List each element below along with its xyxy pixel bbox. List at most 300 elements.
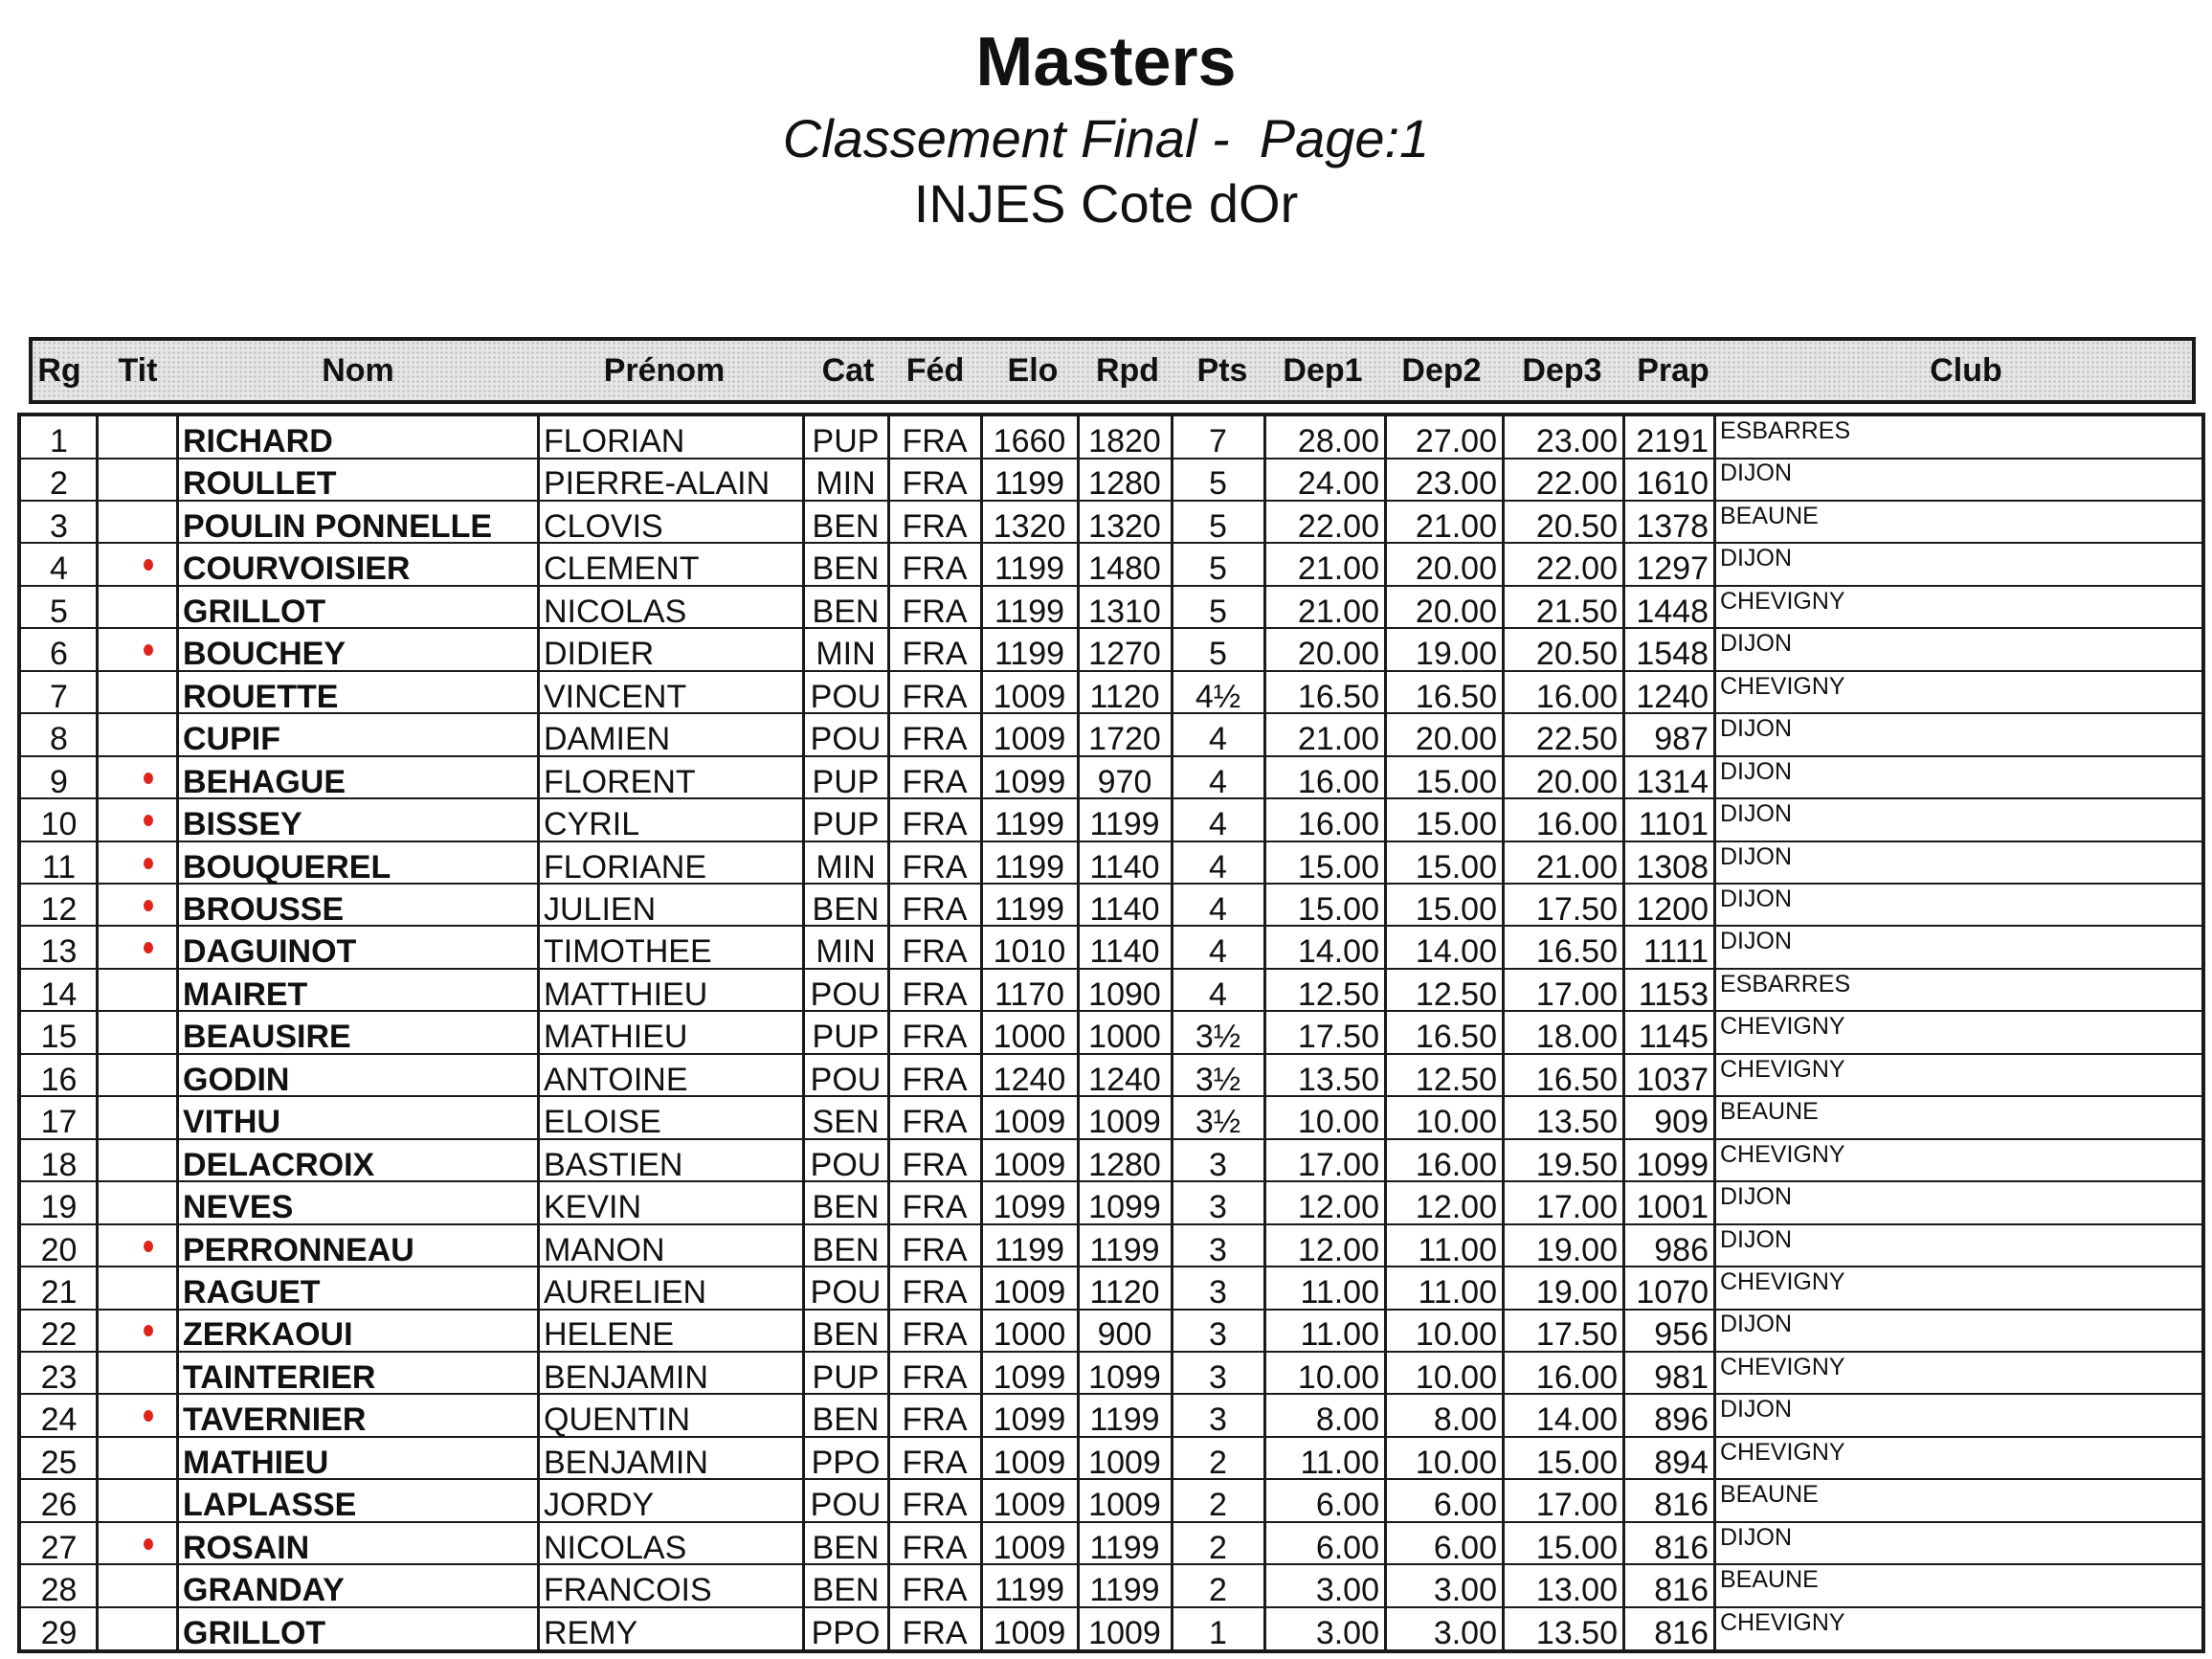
title-mark-icon — [144, 559, 153, 571]
cell-prap: 987 — [1654, 721, 1709, 757]
cell-rpd: 1009 — [1088, 1487, 1161, 1523]
cell-pts: 3½ — [1195, 1061, 1241, 1097]
cell-elo: 1199 — [994, 636, 1065, 672]
cell-club: DIJON — [1720, 630, 1792, 658]
cell-club: DIJON — [1720, 885, 1792, 912]
table-row — [21, 1012, 2201, 1055]
cell-rg: 14 — [40, 975, 78, 1012]
cell-prenom: NICOLAS — [544, 593, 687, 629]
cell-elo: 1199 — [994, 465, 1065, 502]
event-name: INJES Cote dOr — [913, 173, 1299, 234]
cell-club: CHEVIGNY — [1720, 1353, 1845, 1380]
cell-rpd: 970 — [1097, 763, 1152, 799]
cell-prenom: BENJAMIN — [544, 1444, 708, 1480]
cell-rpd: 1140 — [1089, 933, 1160, 970]
title-mark-icon — [144, 1325, 153, 1336]
cell-rpd: 1280 — [1088, 1146, 1161, 1182]
cell-rg: 21 — [40, 1274, 78, 1310]
cell-fed: FRA — [902, 721, 968, 757]
table-row — [21, 416, 2201, 460]
cell-dep3: 22.00 — [1535, 465, 1618, 502]
table-row — [21, 1097, 2201, 1140]
cell-prenom: MANON — [544, 1231, 665, 1267]
cell-dep1: 6.00 — [1315, 1529, 1379, 1565]
cell-prap: 816 — [1654, 1529, 1709, 1565]
cell-cat: MIN — [816, 636, 876, 672]
cell-club: CHEVIGNY — [1720, 1608, 1845, 1636]
table-row — [21, 1480, 2201, 1523]
cell-dep1: 13.50 — [1297, 1061, 1379, 1097]
cell-cat: MIN — [816, 933, 876, 970]
cell-dep3: 20.00 — [1535, 763, 1618, 799]
cell-club: DIJON — [1720, 757, 1792, 785]
cell-prenom: REMY — [544, 1614, 638, 1650]
cell-prenom: DIDIER — [544, 636, 655, 672]
cell-fed: FRA — [902, 1189, 968, 1225]
cell-dep1: 28.00 — [1297, 423, 1379, 459]
title-mark-icon — [144, 644, 153, 656]
cell-cat: PUP — [812, 423, 880, 459]
cell-fed: FRA — [902, 848, 968, 885]
cell-rpd: 1000 — [1088, 1019, 1161, 1055]
cell-club: CHEVIGNY — [1720, 587, 1845, 615]
title-mark-icon — [144, 1241, 153, 1252]
cell-dep3: 22.50 — [1535, 721, 1618, 757]
cell-fed: FRA — [902, 678, 968, 714]
cell-nom: GRILLOT — [183, 1614, 326, 1650]
cell-prenom: FLORIAN — [544, 423, 685, 459]
cell-dep3: 17.00 — [1535, 1189, 1618, 1225]
cell-dep3: 17.50 — [1535, 1316, 1618, 1353]
cell-dep2: 16.00 — [1415, 1146, 1497, 1182]
cell-dep1: 14.00 — [1297, 933, 1379, 970]
cell-cat: BEN — [812, 1316, 880, 1353]
cell-fed: FRA — [902, 550, 968, 587]
table-row — [21, 1565, 2201, 1608]
cell-pts: 3 — [1209, 1316, 1227, 1353]
cell-dep3: 13.50 — [1535, 1614, 1618, 1650]
cell-pts: 5 — [1209, 507, 1227, 544]
cell-prenom: JULIEN — [544, 890, 657, 927]
cell-dep3: 13.50 — [1535, 1104, 1618, 1140]
cell-elo: 1240 — [993, 1061, 1066, 1097]
cell-pts: 3½ — [1195, 1019, 1241, 1055]
cell-dep3: 22.00 — [1535, 550, 1618, 587]
cell-rpd: 1199 — [1089, 1401, 1160, 1438]
cell-dep3: 23.00 — [1535, 423, 1618, 459]
cell-cat: BEN — [812, 550, 880, 587]
cell-pts: 2 — [1209, 1572, 1227, 1608]
cell-rg: 7 — [50, 678, 68, 714]
cell-fed: FRA — [902, 933, 968, 970]
cell-cat: POU — [810, 1487, 882, 1523]
cell-dep3: 17.00 — [1535, 975, 1618, 1012]
cell-club: BEAUNE — [1720, 502, 1819, 529]
cell-nom: ROSAIN — [183, 1529, 310, 1565]
cell-prenom: QUENTIN — [544, 1401, 690, 1438]
cell-rpd: 900 — [1097, 1316, 1152, 1353]
cell-rg: 18 — [40, 1146, 78, 1182]
table-row — [21, 459, 2201, 502]
cell-dep1: 12.00 — [1297, 1189, 1379, 1225]
cell-nom: MATHIEU — [183, 1444, 329, 1480]
cell-fed: FRA — [902, 1614, 968, 1650]
cell-dep1: 12.50 — [1297, 975, 1379, 1012]
table-row — [21, 757, 2201, 800]
cell-prap: 1548 — [1636, 636, 1709, 672]
cell-elo: 1199 — [994, 848, 1065, 885]
cell-club: BEAUNE — [1720, 1098, 1819, 1126]
cell-elo: 1009 — [993, 1274, 1066, 1310]
cell-dep2: 10.00 — [1415, 1358, 1497, 1395]
cell-pts: 2 — [1209, 1529, 1227, 1565]
cell-dep1: 17.50 — [1297, 1019, 1379, 1055]
table-header — [29, 337, 2196, 404]
cell-pts: 3 — [1209, 1358, 1227, 1395]
cell-nom: ROULLET — [183, 465, 337, 502]
cell-elo: 1000 — [993, 1019, 1066, 1055]
cell-fed: FRA — [902, 1572, 968, 1608]
cell-pts: 4 — [1209, 890, 1227, 927]
cell-prap: 816 — [1654, 1614, 1709, 1650]
table-row — [21, 1608, 2201, 1651]
cell-prenom: FRANCOIS — [544, 1572, 712, 1608]
column-header-prap: Prap — [1637, 352, 1709, 389]
cell-cat: PUP — [812, 806, 880, 842]
cell-nom: GRILLOT — [183, 593, 326, 629]
cell-club: DIJON — [1720, 1311, 1792, 1338]
cell-prap: 2191 — [1636, 423, 1709, 459]
cell-dep2: 20.00 — [1415, 593, 1497, 629]
cell-dep1: 11.00 — [1300, 1316, 1379, 1353]
cell-elo: 1099 — [993, 1401, 1066, 1438]
cell-dep2: 6.00 — [1433, 1487, 1497, 1523]
cell-dep1: 16.00 — [1297, 806, 1379, 842]
cell-dep3: 17.00 — [1535, 1487, 1618, 1523]
cell-elo: 1099 — [993, 1358, 1066, 1395]
cell-nom: BROUSSE — [183, 890, 345, 927]
cell-club: DIJON — [1720, 715, 1792, 743]
cell-pts: 4 — [1209, 721, 1227, 757]
cell-pts: 5 — [1209, 550, 1227, 587]
cell-nom: BEAUSIRE — [183, 1019, 351, 1055]
cell-nom: PERRONNEAU — [183, 1231, 414, 1267]
cell-prap: 986 — [1654, 1231, 1709, 1267]
cell-club: CHEVIGNY — [1720, 1013, 1845, 1041]
cell-dep1: 11.00 — [1300, 1444, 1379, 1480]
cell-nom: LAPLASSE — [183, 1487, 357, 1523]
table-row — [21, 1055, 2201, 1098]
cell-rpd: 1009 — [1088, 1614, 1161, 1650]
cell-rg: 28 — [40, 1572, 78, 1608]
cell-nom: BISSEY — [183, 806, 302, 842]
cell-rg: 6 — [50, 636, 68, 672]
cell-fed: FRA — [902, 1274, 968, 1310]
cell-cat: SEN — [812, 1104, 880, 1140]
cell-rg: 4 — [50, 550, 68, 587]
cell-rpd: 1009 — [1088, 1444, 1161, 1480]
cell-dep2: 19.00 — [1415, 636, 1497, 672]
cell-cat: PUP — [812, 763, 880, 799]
table-row — [21, 587, 2201, 630]
cell-elo: 1199 — [994, 806, 1065, 842]
cell-dep2: 10.00 — [1415, 1104, 1497, 1140]
cell-elo: 1170 — [994, 975, 1065, 1012]
column-header-rpd: Rpd — [1095, 352, 1160, 389]
cell-dep3: 16.00 — [1535, 806, 1618, 842]
column-header-pts: Pts — [1196, 352, 1248, 389]
title-mark-icon — [144, 773, 153, 784]
cell-dep2: 11.00 — [1418, 1274, 1497, 1310]
cell-dep1: 12.00 — [1297, 1231, 1379, 1267]
cell-prenom: JORDY — [544, 1487, 655, 1523]
cell-club: CHEVIGNY — [1720, 1438, 1845, 1466]
cell-dep2: 27.00 — [1415, 423, 1497, 459]
cell-dep1: 10.00 — [1297, 1104, 1379, 1140]
cell-prap: 894 — [1654, 1444, 1709, 1480]
cell-rpd: 1199 — [1089, 806, 1160, 842]
cell-rpd: 1199 — [1089, 1529, 1160, 1565]
cell-club: DIJON — [1720, 1523, 1792, 1551]
cell-nom: ROUETTE — [183, 678, 339, 714]
cell-rg: 9 — [50, 763, 68, 799]
table-row — [21, 672, 2201, 715]
table-row — [21, 1395, 2201, 1438]
cell-rg: 24 — [40, 1401, 78, 1438]
column-header-rg: Rg — [37, 352, 81, 389]
cell-dep3: 16.50 — [1535, 1061, 1618, 1097]
column-header-cat: Cat — [821, 352, 875, 389]
cell-dep1: 3.00 — [1315, 1572, 1379, 1608]
table-row — [21, 1353, 2201, 1396]
cell-prap: 1111 — [1642, 933, 1709, 970]
cell-dep1: 3.00 — [1315, 1614, 1379, 1650]
cell-dep2: 10.00 — [1415, 1444, 1497, 1480]
cell-nom: BEHAGUE — [183, 763, 346, 799]
cell-dep1: 17.00 — [1297, 1146, 1379, 1182]
column-header-dep2: Dep2 — [1401, 352, 1482, 389]
cell-rpd: 1099 — [1088, 1358, 1161, 1395]
cell-cat: POU — [810, 721, 882, 757]
cell-dep2: 21.00 — [1415, 507, 1497, 544]
table-row — [21, 1182, 2201, 1225]
cell-dep2: 6.00 — [1433, 1529, 1497, 1565]
cell-rg: 19 — [40, 1189, 78, 1225]
cell-fed: FRA — [902, 1529, 968, 1565]
cell-dep2: 23.00 — [1415, 465, 1497, 502]
cell-dep3: 16.00 — [1535, 1358, 1618, 1395]
cell-rpd: 1009 — [1088, 1104, 1161, 1140]
cell-elo: 1000 — [993, 1316, 1066, 1353]
cell-dep2: 20.00 — [1415, 721, 1497, 757]
cell-cat: POU — [810, 1274, 882, 1310]
cell-dep1: 21.00 — [1297, 721, 1379, 757]
cell-dep1: 22.00 — [1297, 507, 1379, 544]
cell-dep2: 8.00 — [1433, 1401, 1497, 1438]
title-mark-icon — [144, 1538, 153, 1550]
cell-fed: FRA — [902, 1316, 968, 1353]
cell-dep1: 11.00 — [1300, 1274, 1379, 1310]
cell-dep3: 17.50 — [1535, 890, 1618, 927]
cell-club: DIJON — [1720, 800, 1792, 828]
cell-rg: 23 — [40, 1358, 78, 1395]
cell-elo: 1009 — [993, 1146, 1066, 1182]
table-row — [21, 714, 2201, 757]
cell-prap: 1099 — [1636, 1146, 1709, 1182]
cell-fed: FRA — [902, 507, 968, 544]
cell-dep3: 18.00 — [1535, 1019, 1618, 1055]
cell-rpd: 1090 — [1088, 975, 1161, 1012]
cell-cat: POU — [810, 1061, 882, 1097]
cell-rpd: 1820 — [1088, 423, 1161, 459]
cell-fed: FRA — [902, 975, 968, 1012]
cell-cat: POU — [810, 975, 882, 1012]
cell-fed: FRA — [902, 1146, 968, 1182]
cell-dep2: 10.00 — [1415, 1316, 1497, 1353]
cell-dep3: 19.50 — [1535, 1146, 1618, 1182]
cell-cat: MIN — [816, 465, 876, 502]
cell-prenom: ANTOINE — [544, 1061, 688, 1097]
cell-fed: FRA — [902, 763, 968, 799]
cell-dep2: 12.00 — [1415, 1189, 1497, 1225]
cell-rg: 1 — [50, 423, 68, 459]
cell-pts: 4 — [1209, 806, 1227, 842]
cell-elo: 1009 — [993, 1614, 1066, 1650]
column-header-prenom: Prénom — [603, 352, 726, 389]
cell-prenom: KEVIN — [544, 1189, 642, 1225]
cell-dep3: 14.00 — [1535, 1401, 1618, 1438]
title-mark-icon — [144, 1410, 153, 1422]
cell-dep2: 20.00 — [1415, 550, 1497, 587]
cell-dep1: 21.00 — [1297, 593, 1379, 629]
cell-cat: PPO — [811, 1444, 881, 1480]
standings-table — [17, 413, 2205, 1653]
cell-rg: 10 — [40, 806, 78, 842]
cell-pts: 3 — [1209, 1274, 1227, 1310]
cell-club: DIJON — [1720, 1183, 1792, 1211]
cell-pts: 4 — [1209, 848, 1227, 885]
cell-prenom: AURELIEN — [544, 1274, 707, 1310]
cell-pts: 7 — [1209, 423, 1227, 459]
cell-cat: BEN — [812, 890, 880, 927]
cell-dep3: 13.00 — [1535, 1572, 1618, 1608]
cell-nom: MAIRET — [183, 975, 308, 1012]
cell-pts: 3 — [1209, 1231, 1227, 1267]
cell-elo: 1199 — [994, 1572, 1065, 1608]
cell-rg: 26 — [40, 1487, 78, 1523]
cell-cat: BEN — [812, 1231, 880, 1267]
cell-prap: 1200 — [1636, 890, 1709, 927]
cell-rg: 22 — [40, 1316, 78, 1353]
cell-prap: 816 — [1654, 1487, 1709, 1523]
cell-dep1: 10.00 — [1297, 1358, 1379, 1395]
cell-dep2: 3.00 — [1433, 1614, 1497, 1650]
cell-dep3: 21.00 — [1535, 848, 1618, 885]
cell-dep3: 15.00 — [1535, 1529, 1618, 1565]
cell-prap: 1145 — [1638, 1019, 1709, 1055]
table-row — [21, 502, 2201, 545]
cell-cat: BEN — [812, 593, 880, 629]
cell-nom: BOUCHEY — [183, 636, 346, 672]
cell-pts: 1 — [1209, 1614, 1227, 1650]
cell-nom: BOUQUEREL — [183, 848, 391, 885]
cell-dep2: 12.50 — [1415, 1061, 1497, 1097]
cell-prenom: CYRIL — [544, 806, 640, 842]
page-title: Masters — [975, 24, 1237, 101]
cell-dep1: 24.00 — [1297, 465, 1379, 502]
cell-rg: 2 — [50, 465, 68, 502]
cell-dep1: 16.00 — [1297, 763, 1379, 799]
cell-dep2: 3.00 — [1433, 1572, 1497, 1608]
cell-pts: 4 — [1209, 975, 1227, 1012]
cell-nom: NEVES — [183, 1189, 294, 1225]
cell-dep3: 20.50 — [1535, 507, 1618, 544]
cell-club: DIJON — [1720, 545, 1792, 572]
table-row — [21, 885, 2201, 928]
cell-cat: MIN — [816, 848, 876, 885]
cell-elo: 1010 — [993, 933, 1066, 970]
cell-pts: 5 — [1209, 593, 1227, 629]
cell-rpd: 1199 — [1089, 1231, 1160, 1267]
cell-cat: POU — [810, 678, 882, 714]
cell-rg: 20 — [40, 1231, 78, 1267]
cell-nom: VITHU — [183, 1104, 280, 1140]
cell-cat: BEN — [812, 507, 880, 544]
cell-elo: 1009 — [993, 1529, 1066, 1565]
cell-prap: 896 — [1654, 1401, 1709, 1438]
cell-rpd: 1140 — [1089, 890, 1160, 927]
cell-dep1: 8.00 — [1315, 1401, 1379, 1438]
column-header-elo: Elo — [1007, 352, 1059, 389]
cell-prap: 1153 — [1638, 975, 1709, 1012]
page-subtitle: Classement Final - Page:1 — [782, 108, 1430, 168]
cell-club: BEAUNE — [1720, 1481, 1819, 1509]
cell-rpd: 1720 — [1088, 721, 1161, 757]
cell-prenom: HELENE — [544, 1316, 675, 1353]
cell-fed: FRA — [902, 890, 968, 927]
cell-prap: 1240 — [1636, 678, 1709, 714]
cell-club: DIJON — [1720, 460, 1792, 487]
cell-prenom: CLOVIS — [544, 507, 663, 544]
cell-club: ESBARRES — [1720, 417, 1851, 444]
cell-club: DIJON — [1720, 1396, 1792, 1424]
cell-prap: 1308 — [1636, 848, 1709, 885]
cell-rpd: 1310 — [1088, 593, 1161, 629]
cell-club: DIJON — [1720, 842, 1792, 870]
cell-pts: 2 — [1209, 1444, 1227, 1480]
cell-dep3: 20.50 — [1535, 636, 1618, 672]
cell-cat: PPO — [811, 1614, 881, 1650]
cell-pts: 3½ — [1195, 1104, 1241, 1140]
table-row — [21, 1140, 2201, 1183]
cell-prap: 1037 — [1636, 1061, 1709, 1097]
cell-prap: 1314 — [1636, 763, 1709, 799]
cell-fed: FRA — [902, 1061, 968, 1097]
cell-prap: 1378 — [1636, 507, 1709, 544]
cell-rg: 8 — [50, 721, 68, 757]
title-mark-icon — [144, 900, 153, 911]
cell-prenom: PIERRE-ALAIN — [544, 465, 771, 502]
cell-dep1: 15.00 — [1297, 890, 1379, 927]
cell-fed: FRA — [902, 636, 968, 672]
cell-prenom: VINCENT — [544, 678, 687, 714]
cell-prap: 1297 — [1636, 550, 1709, 587]
column-header-nom: Nom — [322, 352, 394, 389]
cell-fed: FRA — [902, 1444, 968, 1480]
cell-dep2: 15.00 — [1415, 890, 1497, 927]
cell-prap: 1610 — [1636, 465, 1709, 502]
cell-rg: 17 — [40, 1104, 78, 1140]
